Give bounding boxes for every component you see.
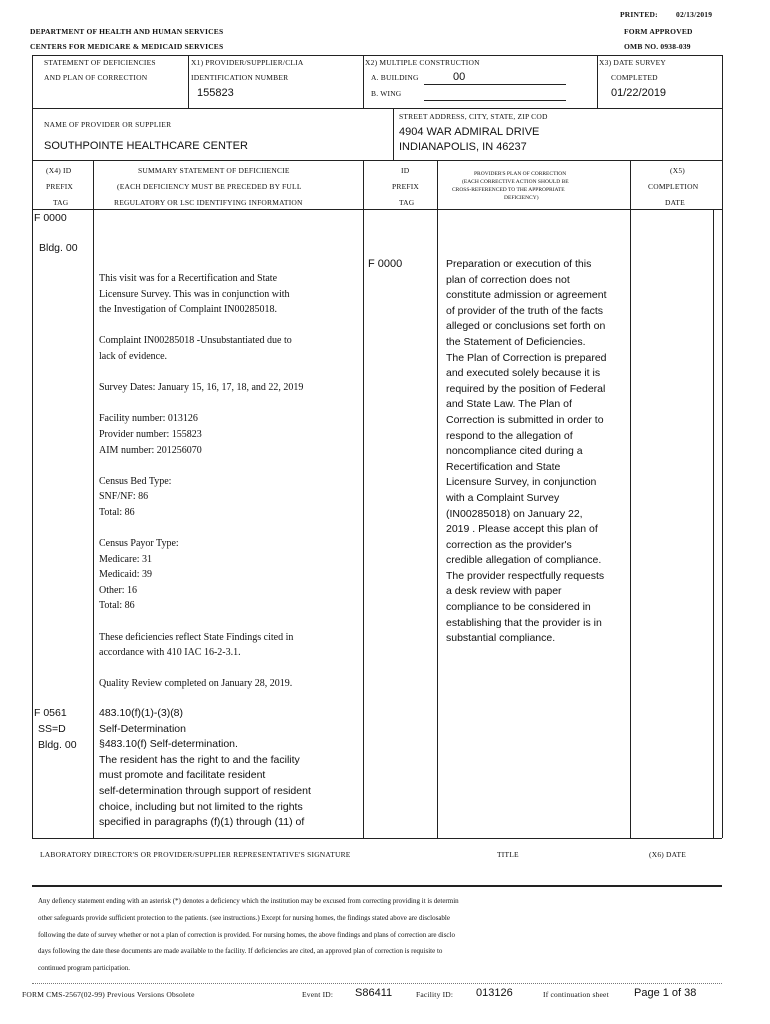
summary-line: Other: 16	[99, 584, 138, 596]
summary-line: AIM number: 201256070	[99, 444, 202, 456]
summary-line: lack of evidence.	[99, 350, 168, 362]
tag-bldg-00: Bldg. 00	[39, 242, 78, 254]
disclaimer-text	[38, 893, 459, 977]
id-header-line1: ID	[401, 166, 410, 175]
omb-number: OMB NO. 0938-039	[624, 42, 691, 51]
summary-line	[99, 661, 303, 677]
deficiency-line: 483.10(f)(1)-(3)(8)	[99, 707, 184, 719]
summary-line: Provider number: 155823	[99, 428, 202, 440]
event-id-label: Event ID:	[302, 990, 334, 999]
tag-ss-d: SS=D	[38, 723, 66, 735]
disclaimer-line: other safeguards provide sufficient protection to the patients. (see instructions.) Except for nursing homes, the findings stated above are disclosable	[38, 913, 450, 922]
summary-line: Census Payor Type:	[99, 538, 179, 550]
summary-header-line2: (EACH DEFICIENCY MUST BE PRECEDED BY FULL	[117, 182, 302, 191]
plan-line: Correction is submitted in order to	[446, 413, 604, 426]
summary-line: Licensure Survey. This was in conjunction with	[99, 288, 290, 300]
summary-line	[99, 318, 303, 334]
summary-line: Complaint IN00285018 -Unsubstantiated due to	[99, 335, 292, 347]
plan-line: of provider of the truth of the facts	[446, 304, 604, 317]
address-label: STREET ADDRESS, CITY, STATE, ZIP COD	[399, 112, 548, 121]
summary-line: SNF/NF: 86	[99, 491, 149, 503]
plan-line: credible allegation of compliance.	[446, 554, 602, 567]
event-id-value: S86411	[355, 987, 393, 999]
summary-line: Total: 86	[99, 506, 135, 518]
summary-line: This visit was for a Recertification and State	[99, 273, 278, 284]
id-header-line2: PREFIX	[392, 182, 420, 191]
plan-line: required by the position of Federal	[446, 382, 606, 395]
plan-line: establishing that the provider is in	[446, 616, 602, 629]
plan-line: correction as the provider's	[446, 538, 572, 551]
summary-line: Medicaid: 39	[99, 569, 153, 581]
summary-line	[99, 396, 303, 412]
signature-label: LABORATORY DIRECTOR'S OR PROVIDER/SUPPLIER REPRESENTATIVE'S SIGNATURE	[40, 850, 351, 859]
x4-header-line1: (X4) ID	[46, 166, 72, 175]
provider-id-value: 155823	[197, 87, 234, 99]
summary-header-line3: REGULATORY OR LSC IDENTIFYING INFORMATION	[114, 198, 303, 207]
plan-line: noncompliance cited during a	[446, 445, 583, 458]
plan-line: Recertification and State	[446, 460, 561, 473]
plan-line: Licensure Survey, in conjunction	[446, 476, 597, 489]
plan-of-correction-text	[446, 257, 607, 647]
plan-header-line2: (EACH CORRECTIVE ACTION SHOULD BE	[462, 179, 569, 185]
agency-name: CENTERS FOR MEDICARE & MEDICAID SERVICES	[30, 42, 224, 51]
plan-line: alleged or conclusions set forth on	[446, 320, 606, 333]
deficiency-line: self-determination through support of resident	[99, 784, 311, 797]
building-value: 00	[424, 71, 566, 85]
department-name: DEPARTMENT OF HEALTH AND HUMAN SERVICES	[30, 27, 224, 36]
tag-f0561: F 0561	[34, 707, 67, 719]
summary-line: Total: 86	[99, 600, 135, 612]
disclaimer-line: days following the date these documents are made available to the facility. If deficiencies are cited, an approved plan of correction is requisite to	[38, 947, 443, 956]
x5-header-line2: COMPLETION	[648, 182, 699, 191]
plan-line: plan of correction does not	[446, 273, 570, 286]
plan-line: a desk review with paper	[446, 585, 562, 598]
provider-name-label: NAME OF PROVIDER OR SUPPLIER	[44, 120, 172, 129]
disclaimer-line: continued program participation.	[38, 964, 130, 973]
tag-bldg-00-second: Bldg. 00	[38, 739, 77, 751]
plan-line: constitute admission or agreement	[446, 289, 607, 302]
signature-date-label: (X6) DATE	[649, 850, 687, 859]
disclaimer-line: following the date of survey whether or not a plan of correction is provided. For nursing homes, the above findings and plans of correction are disclo	[38, 930, 455, 939]
plan-line: The provider respectfully requests	[446, 569, 605, 582]
x4-header-line2: PREFIX	[46, 182, 74, 191]
plan-line: compliance to be considered in	[446, 601, 591, 614]
wing-value	[424, 86, 566, 101]
summary-line: These deficiencies reflect State Findings cited in	[99, 631, 294, 643]
plan-line: (IN00285018) on January 22,	[446, 507, 583, 520]
multiple-construction-label: X2) MULTIPLE CONSTRUCTION	[365, 58, 480, 67]
tag-f0000: F 0000	[34, 212, 67, 224]
facility-id-label: Facility ID:	[416, 990, 454, 999]
deficiency-line: §483.10(f) Self-determination.	[99, 738, 238, 751]
plan-line: The Plan of Correction is prepared	[446, 351, 607, 364]
printed-label: PRINTED:	[620, 10, 658, 19]
summary-line: Survey Dates: January 15, 16, 17, 18, and 22, 2019	[99, 382, 304, 394]
summary-header-line1: SUMMARY STATEMENT OF DEFICIIENCIE	[138, 166, 290, 175]
completed-label: COMPLETED	[611, 73, 658, 82]
deficiency-line: Self-Determination	[99, 722, 186, 735]
plan-line: respond to the allegation of	[446, 429, 573, 442]
summary-line	[99, 521, 303, 537]
provider-name-value: SOUTHPOINTE HEALTHCARE CENTER	[44, 140, 248, 152]
building-label: A. BUILDING	[371, 73, 419, 82]
address-line1: 4904 WAR ADMIRAL DRIVE	[399, 126, 540, 138]
plan-tag-f0000: F 0000	[368, 258, 403, 270]
summary-line: Facility number: 013126	[99, 413, 198, 425]
form-number: FORM CMS-2567(02-99) Previous Versions Obsolete	[22, 990, 195, 999]
title-label: TITLE	[497, 850, 519, 859]
x4-header-line3: TAG	[53, 198, 69, 207]
summary-statement	[99, 271, 303, 692]
plan-line: the Statement of Deficiencies.	[446, 335, 586, 348]
plan-header-line4: DEFICIENCY)	[504, 195, 539, 201]
deficiency-line: choice, including but not limited to the rights	[99, 800, 303, 813]
summary-line: Quality Review completed on January 28, 2019.	[99, 678, 293, 690]
summary-line	[99, 458, 303, 474]
page-number: Page 1 of 38	[634, 987, 697, 999]
x5-header-line1: (X5)	[670, 166, 685, 175]
plan-line: substantial compliance.	[446, 632, 556, 645]
plan-line: and executed solely because it is	[446, 367, 601, 380]
form-approved: FORM APPROVED	[624, 27, 693, 36]
summary-line: Medicare: 31	[99, 553, 153, 565]
plan-header-line1: PROVIDER'S PLAN OF CORRECTION	[474, 171, 567, 177]
statement-label-line2: AND PLAN OF CORRECTION	[44, 73, 148, 82]
printed-date: 02/13/2019	[676, 10, 713, 19]
continuation-label: If continuation sheet	[543, 990, 609, 999]
date-survey-label: X3) DATE SURVEY	[599, 58, 666, 67]
address-line2: INDIANAPOLIS, IN 46237	[399, 141, 527, 153]
facility-id-value: 013126	[476, 987, 513, 999]
wing-label: B. WING	[371, 89, 402, 98]
date-survey-value: 01/22/2019	[611, 87, 667, 99]
plan-header-line3: CROSS-REFERENCED TO THE APPROPRIATE	[452, 187, 565, 193]
id-header-line3: TAG	[399, 198, 415, 207]
plan-line: Preparation or execution of this	[446, 258, 592, 270]
plan-line: with a Complaint Survey	[446, 491, 560, 504]
provider-id-label-line2: IDENTIFICATION NUMBER	[191, 73, 289, 82]
summary-line	[99, 365, 303, 381]
deficiency-line: must promote and facilitate resident	[99, 769, 266, 782]
disclaimer-line: Any defiency statement ending with an asterisk (*) denotes a deficiency which the institution may be excused from correcting providing it is determin	[38, 897, 459, 905]
plan-line: 2019 . Please accept this plan of	[446, 523, 598, 536]
deficiency-line: specified in paragraphs (f)(1) through (11) of	[99, 816, 305, 829]
provider-id-label-line1: X1) PROVIDER/SUPPLIER/CLIA	[191, 58, 304, 67]
summary-line: accordance with 410 IAC 16-2-3.1.	[99, 647, 241, 659]
x5-header-line3: DATE	[665, 198, 685, 207]
deficiency-f0561-text	[99, 706, 311, 831]
summary-line	[99, 614, 303, 630]
summary-line: Census Bed Type:	[99, 475, 172, 487]
plan-line: and State Law. The Plan of	[446, 398, 572, 411]
summary-line: the Investigation of Complaint IN00285018.	[99, 304, 278, 316]
deficiency-line: The resident has the right to and the facility	[99, 753, 300, 766]
statement-label-line1: STATEMENT OF DEFICIENCIES	[44, 58, 156, 67]
